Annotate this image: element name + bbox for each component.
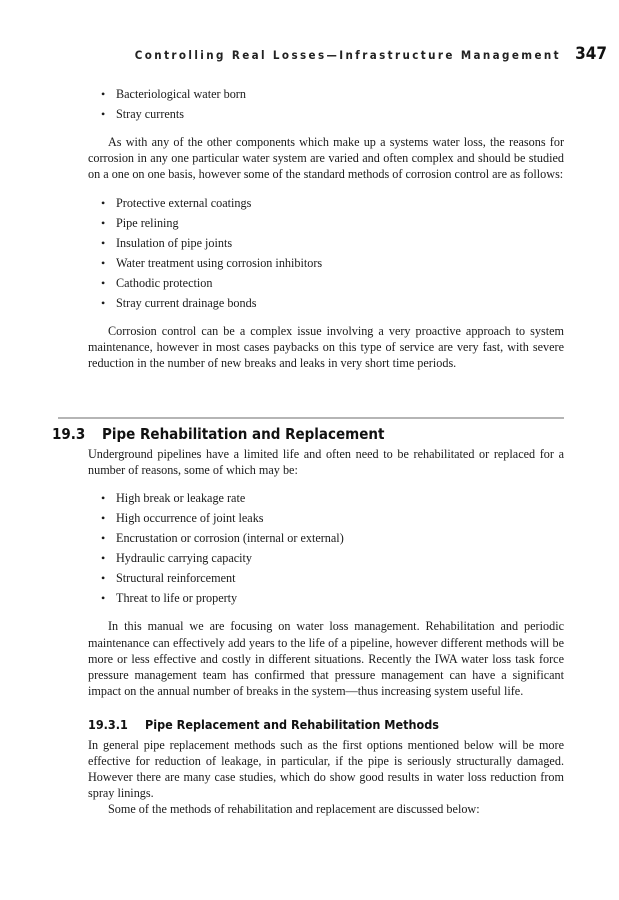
paragraph-methods-intro: Some of the methods of rehabilitation and replacement are discussed below:: [108, 802, 480, 817]
list-item: • Cathodic protection: [116, 275, 564, 295]
list-item: • Protective external coatings: [116, 195, 564, 215]
list-item: • Pipe relining: [116, 215, 564, 235]
subsection-number: 19.3.1: [88, 717, 128, 733]
paragraph-corrosion-intro: As with any of the other components which make up a systems water loss, the reasons for corrosion in any one particular water system are varied and often complex and should be studied on a one on one basis, however some of the standard methods of corrosion control are as follows:: [88, 135, 564, 182]
list-item: • Stray currents: [116, 106, 564, 126]
paragraph-manual-focus: In this manual we are focusing on water loss management. Rehabilitation and periodic maintenance can effectively add years to the life of a pipeline, however different methods will be more or less effective and costly in different situations. Recently the IWA water loss task force pressure management team has confirmed that pressure management can have a significant impact on the annual number of breaks in the system—thus increasing system useful life.: [88, 619, 564, 699]
subsection-title: Pipe Replacement and Rehabilitation Methods: [145, 717, 439, 733]
section-title: Pipe Rehabilitation and Replacement: [102, 425, 385, 443]
page-number: 347: [575, 44, 607, 64]
list-item: • Bacteriological water born: [116, 86, 564, 106]
paragraph-corrosion-control: Corrosion control can be a complex issue involving a very proactive approach to system maintenance, however in most cases paybacks on this type of service are very fast, with severe reduction in the number of new breaks and leaks in very short time periods.: [88, 323, 564, 371]
page-body-section: [88, 446, 564, 818]
list-item: • Threat to life or property: [116, 590, 564, 610]
list-item: • High break or leakage rate: [116, 490, 564, 510]
list-item: • Hydraulic carrying capacity: [116, 550, 564, 570]
bullet-list-reasons: [88, 490, 564, 610]
list-item: • High occurrence of joint leaks: [116, 510, 564, 530]
list-item: • Encrustation or corrosion (internal or external): [116, 530, 564, 550]
paragraph-section-intro: Underground pipelines have a limited life and often need to be rehabilitated or replaced for a number of reasons, some of which may be:: [88, 447, 564, 478]
page-body-top: [88, 86, 564, 371]
running-head: Controlling Real Losses—Infrastructure Management: [134, 48, 561, 62]
section-heading: [52, 425, 384, 443]
section-divider: [58, 417, 564, 419]
bullet-list-corrosion-methods: [88, 195, 564, 315]
list-item: • Structural reinforcement: [116, 570, 564, 590]
paragraph-replacement-general: In general pipe replacement methods such as the first options mentioned below will be more effective for reduction of leakage, in particular, if the pipe is seriously structurally damaged. However there are many case studies, which do show good results in water loss reduction from spray linings.: [88, 737, 564, 801]
page-header: [0, 44, 619, 66]
section-number: 19.3: [52, 425, 86, 443]
subsection-heading: [88, 717, 564, 733]
list-item: • Water treatment using corrosion inhibitors: [116, 255, 564, 275]
list-item: • Stray current drainage bonds: [116, 295, 564, 315]
list-item: • Insulation of pipe joints: [116, 235, 564, 255]
bullet-list-top: [88, 86, 564, 126]
